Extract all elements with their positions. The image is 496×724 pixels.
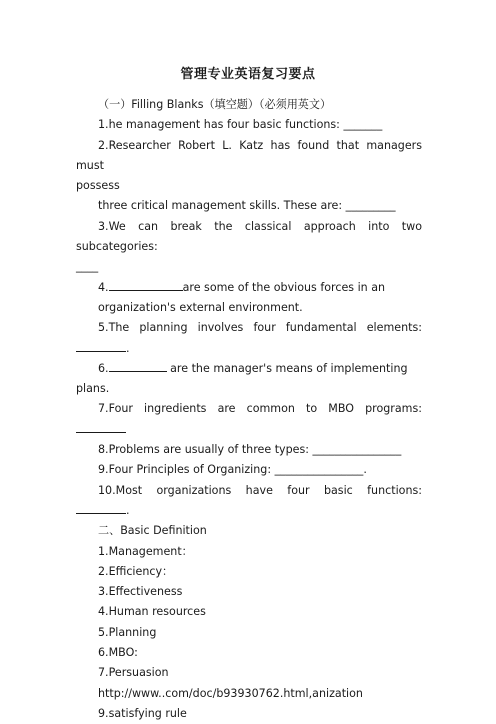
question-5-line-2: [76, 339, 422, 359]
question-2-line-3: three critical management skills. These are: _________: [98, 199, 396, 213]
question-3-line-1: 3.We can break the classical approach into two subcategories:: [76, 219, 422, 254]
document-body: [76, 95, 422, 724]
answer-blank: [76, 421, 126, 433]
answer-blank: [109, 360, 167, 372]
question-4-line-1: [76, 278, 422, 298]
question-5-line-1: 5.The planning involves four fundamental elements:: [98, 321, 422, 335]
question-5-period: .: [126, 341, 130, 355]
question-10-line-1: 10.Most organizations have four basic functions:: [98, 483, 422, 497]
question-2-line-2: possess: [76, 179, 120, 193]
definition-item: 4.Human resources: [98, 605, 206, 619]
question-7-line-1: 7.Four ingredients are common to MBO programs:: [98, 402, 422, 416]
question-4-line-2: organization's external environment.: [98, 300, 303, 314]
definition-item: 3.Effectiveness: [98, 585, 183, 599]
definition-item: 9.satisfying rule: [98, 706, 187, 720]
question-10-period: .: [126, 503, 130, 517]
definition-item-link: http://www..com/doc/b93930762.html,anization: [98, 686, 363, 700]
question-4-number: 4.: [98, 280, 109, 294]
question-8: 8.Problems are usually of three types: ________________: [98, 443, 402, 457]
question-1: 1.he management has four basic functions: _______: [98, 118, 383, 132]
question-3-line-2: ____: [76, 260, 99, 274]
question-7-line-2: [76, 420, 422, 440]
definition-item: 5.Planning: [98, 625, 157, 639]
question-6-number: 6.: [98, 361, 109, 375]
definition-item: 1.Management：: [98, 544, 193, 558]
question-2-line-1: 2.Researcher Robert L. Katz has found that managers must: [76, 138, 422, 172]
definition-item: 6.MBO:: [98, 646, 138, 660]
question-6-text: are the manager's means of implementing plans.: [76, 361, 408, 396]
question-10-line-2: [76, 501, 422, 521]
page-title: 管理专业英语复习要点: [180, 67, 316, 82]
question-6: [76, 359, 422, 400]
answer-blank: [109, 279, 183, 291]
answer-blank: [76, 340, 126, 352]
question-4-text: are some of the obvious forces in an: [182, 280, 386, 294]
section-heading-filling-blanks: （一）Filling Blanks（填空题）（必须用英文）: [98, 98, 332, 111]
section-heading-basic-definition: 二、Basic Definition: [98, 524, 207, 538]
question-9: 9.Four Principles of Organizing: ________________.: [98, 463, 367, 477]
definition-item: 2.Efficiency：: [98, 564, 174, 578]
definition-item: 7.Persuasion: [98, 666, 169, 680]
answer-blank: [76, 502, 126, 514]
